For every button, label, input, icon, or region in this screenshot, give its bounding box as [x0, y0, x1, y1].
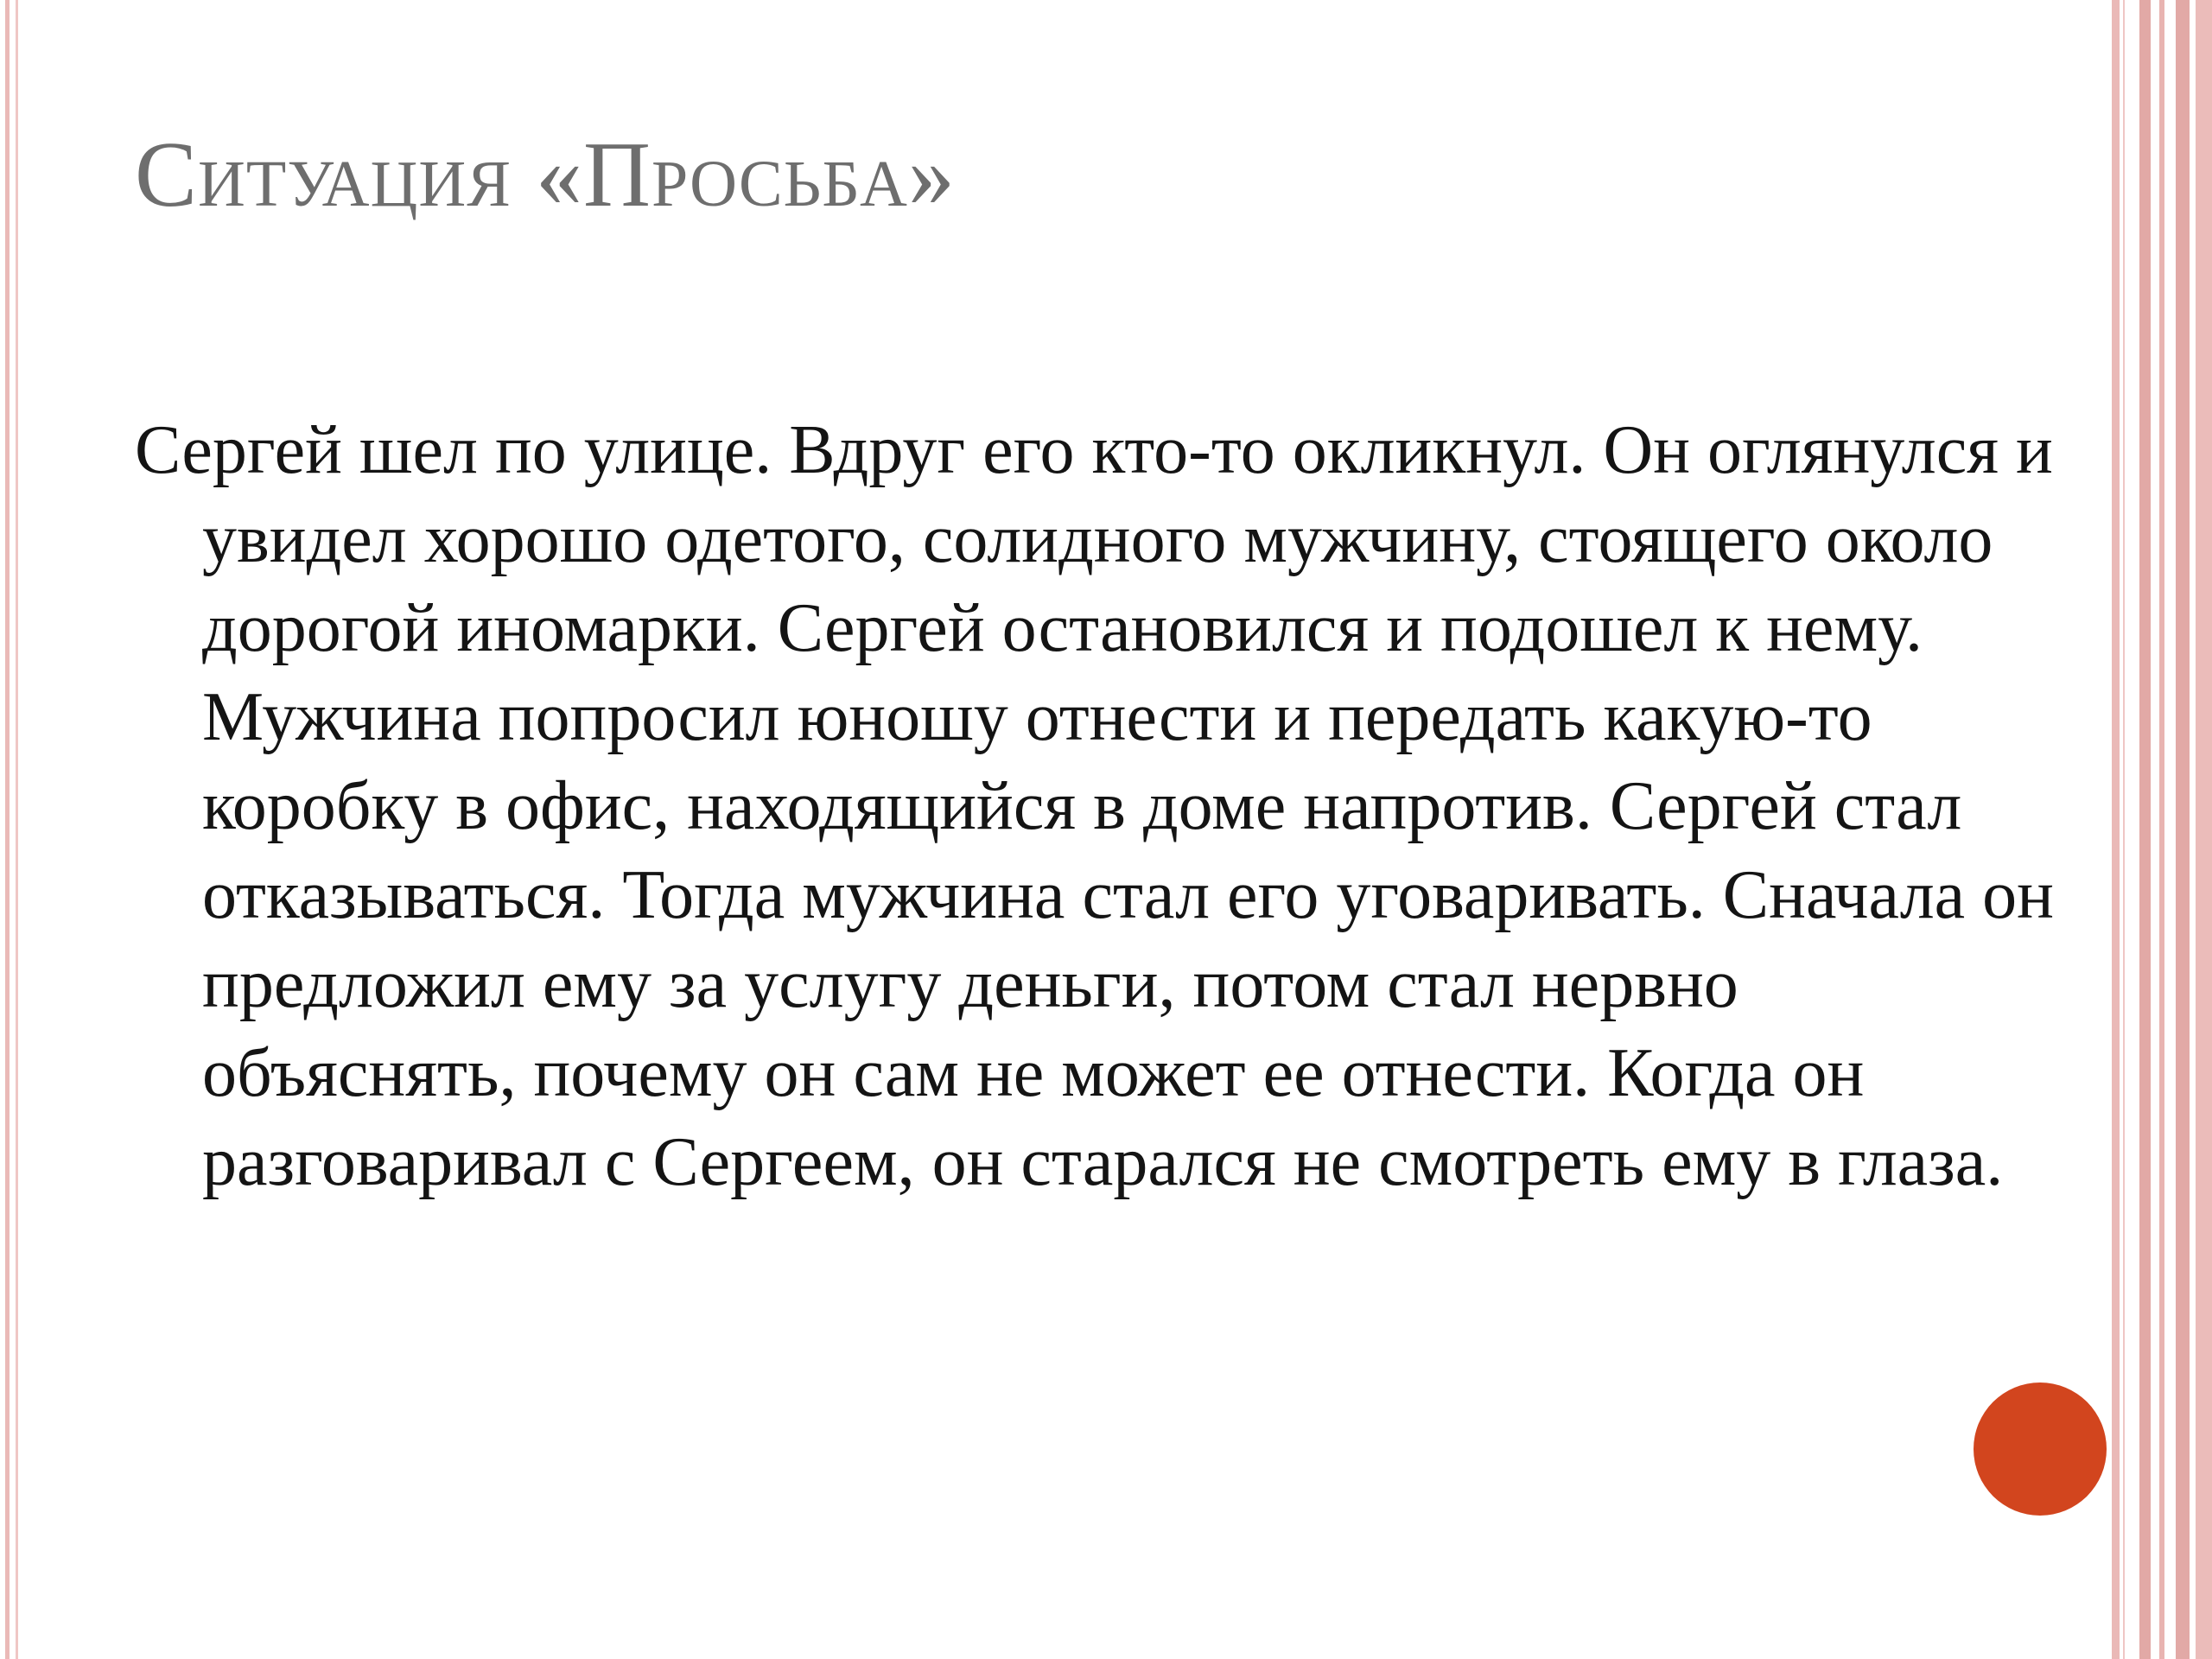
right-border-stripe — [2123, 0, 2125, 1659]
right-border-stripe — [2176, 0, 2190, 1659]
slide-title: Ситуация «Просьба» — [135, 124, 956, 226]
right-border-stripe — [2112, 0, 2120, 1659]
right-border-stripe — [2196, 0, 2212, 1659]
slide-body-text: Сергей шел по улице. Вдруг его кто-то окликнул. Он оглянулся и увидел хорошо одетого, солидного мужчину, стоящего около дорогой иномарки. Сергей остановился и подошел к нему. Мужчина попросил юношу отнести и передать какую-то коробку в офис, находящийся в доме напротив. Сергей стал отказываться. Тогда мужчина стал его уговаривать. Сначала он предложил ему за услугу деньги, потом стал нервно объяснять, почему он сам не может ее отнести. Когда он разговаривал с Сергеем, он старался не смотреть ему в глаза. — [135, 412, 2054, 1200]
right-border-stripe — [2139, 0, 2151, 1659]
decorative-circle — [1974, 1382, 2107, 1516]
right-border-stripe — [2159, 0, 2164, 1659]
left-border-stripe — [5, 0, 10, 1659]
left-border-stripe-inner — [16, 0, 18, 1659]
